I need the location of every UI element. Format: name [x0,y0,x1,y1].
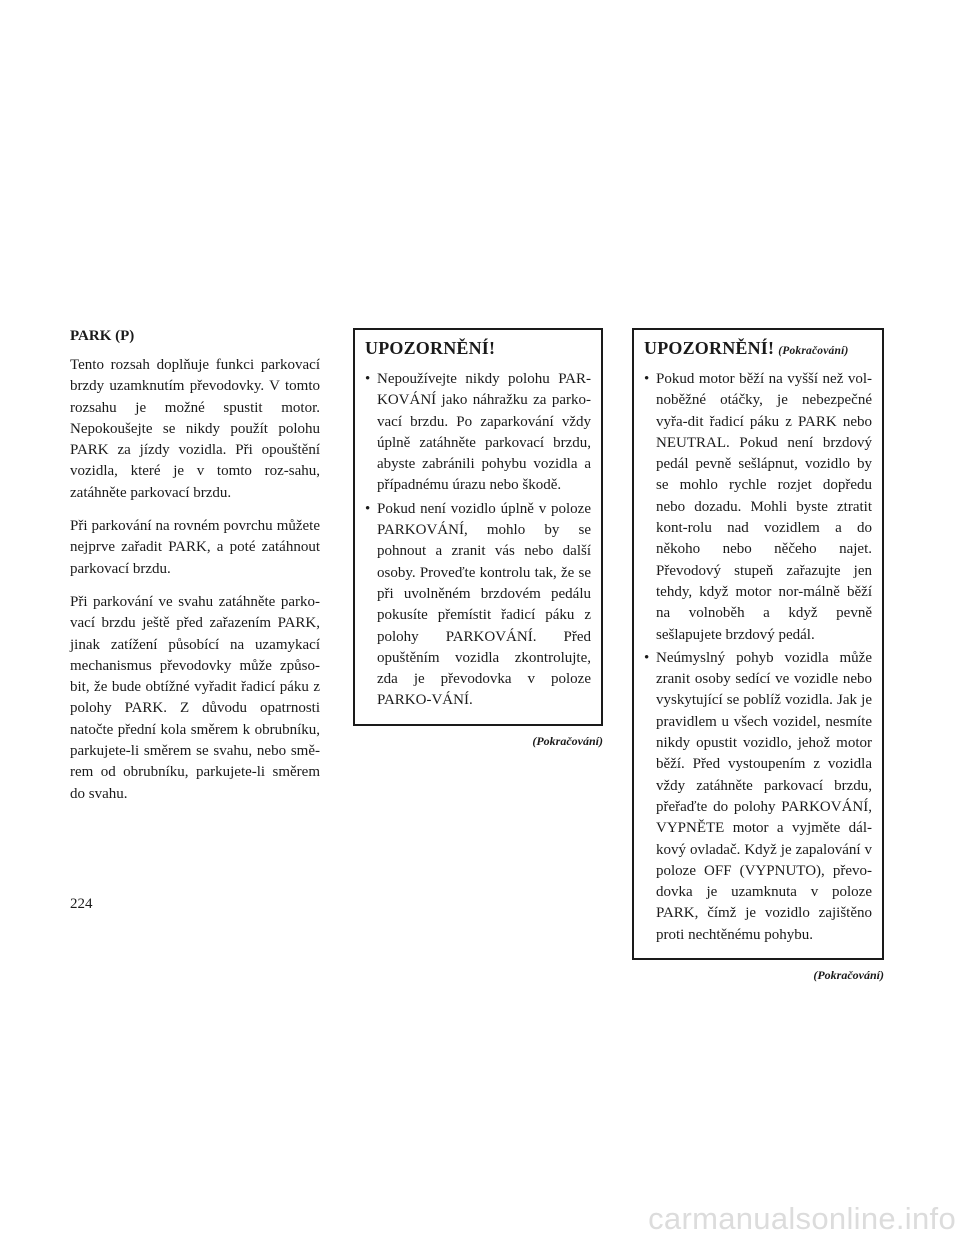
continued-note-1: (Pokračování) [532,733,603,748]
bullet-icon: • [365,500,371,517]
bullet-icon: • [644,371,650,387]
warning-item [365,499,591,712]
warning-title-text: UPOZORNĚNÍ! [365,338,496,358]
paragraph-flat-parking: Při parkování na rovném povrchu můžete nejprve zařadit PARK, a poté zatáhnout parkovací brzdu. [70,518,320,577]
warning-item [644,369,872,646]
bullet-icon: • [644,649,650,666]
warning-title-suffix: (Pokračování) [778,345,849,357]
warning-column-2 [632,328,884,983]
warning-item-text: Neúmyslný pohyb vozidla může zranit osoby sedící ve vozidle nebo vyskytující se poblíž vozidla. Jak je pravidlem u všech vozidel, nesmíte nikdy opustit vozidlo, jehož motor běží. Před vystoupením z vozidla vždy zatáhněte parkovací brzdu, přeřaďte do polohy PARKOVÁNÍ, VYPNĚTE motor a vyjměte dál-kový ovladač. Když je zapalování v poloze OFF (VYPNUTO), převo-dovka je uzamknuta v poloze PARK, čímž je vozidlo zajištěno proti nechtěnému pohybu. [656,649,872,943]
warning-box-2 [632,328,884,960]
warning-title-text: UPOZORNĚNÍ! [644,338,775,358]
bullet-icon: • [365,371,371,387]
warning-item [365,369,591,497]
section-heading-park: PARK (P) [70,328,135,344]
warning-item-text: Nepoužívejte nikdy polohu PAR-KOVÁNÍ jako náhražku za parko-vací brzdu. Po zaparkování vždy úplně zatáhněte parkovací brzdu, abyste zabránili pohybu vozidla a případnému úrazu nebo škodě. [377,371,591,494]
warning-list-1 [365,369,591,712]
paragraph-park-description: Tento rozsah doplňuje funkci parkovací brzdy uzamknutím převodovky. V tomto rozsahu je možné spustit motor. Nepokoušejte se nikdy použít polohu PARK za jízdy vozidla. Při opouštění vozidla, které je v tomto roz-sahu, zatáhněte parkovací brzdu. [70,357,320,501]
page-number: 224 [70,896,93,912]
watermark [0,1196,960,1242]
warning-item-text: Pokud není vozidlo úplně v poloze PARKOVÁNÍ, mohlo by se pohnout a zranit vás nebo další osoby. Proveďte kontrolu tak, že se při uvolněném brzdovém pedálu pokusíte přemístit řadicí páku z polohy PARKOVÁNÍ. Před opuštěním vozidla zkontrolujte, zda je převodovka v poloze PARKO-VÁNÍ. [377,500,591,709]
text-column-park [70,328,320,817]
warning-title-2 [644,338,872,359]
warning-box-1 [353,328,603,726]
continued-note-2: (Pokračování) [813,968,884,983]
warning-title-1 [365,338,591,359]
warning-list-2 [644,369,872,946]
warning-column-1 [353,328,603,749]
warning-item-text: Pokud motor běží na vyšší než vol-noběžné otáčky, je nebezpečné vyřa-dit řadicí páku z PARK nebo NEUTRAL. Pokud není brzdový pedál pevně sešlápnut, vozidlo by se mohlo rychle rozjet dopředu nebo dozadu. Mohli byste ztratit kont-rolu nad vozidlem a do někoho nebo něčeho najet. Převodový stupeň zařazujte jen tehdy, když motor nor-málně běží na volnoběh a když pevně sešlapujete brzdový pedál. [656,371,872,643]
paragraph-slope-parking: Při parkování ve svahu zatáhněte parko-vací brzdu ještě před zařazením PARK, jinak zatížení působící na uzamykací mechanismus převodovky může způso-bit, že bude obtížné vyřadit řadicí páku z polohy PARK. Z důvodu opatrnosti natočte přední kola směrem k obrubníku, parkujete-li směrem se svahu, nebo smě-rem od obrubníku, parkujete-li směrem do svahu. [70,593,320,802]
watermark-text: carmanualsonline.info [648,1201,956,1236]
warning-item [644,648,872,946]
